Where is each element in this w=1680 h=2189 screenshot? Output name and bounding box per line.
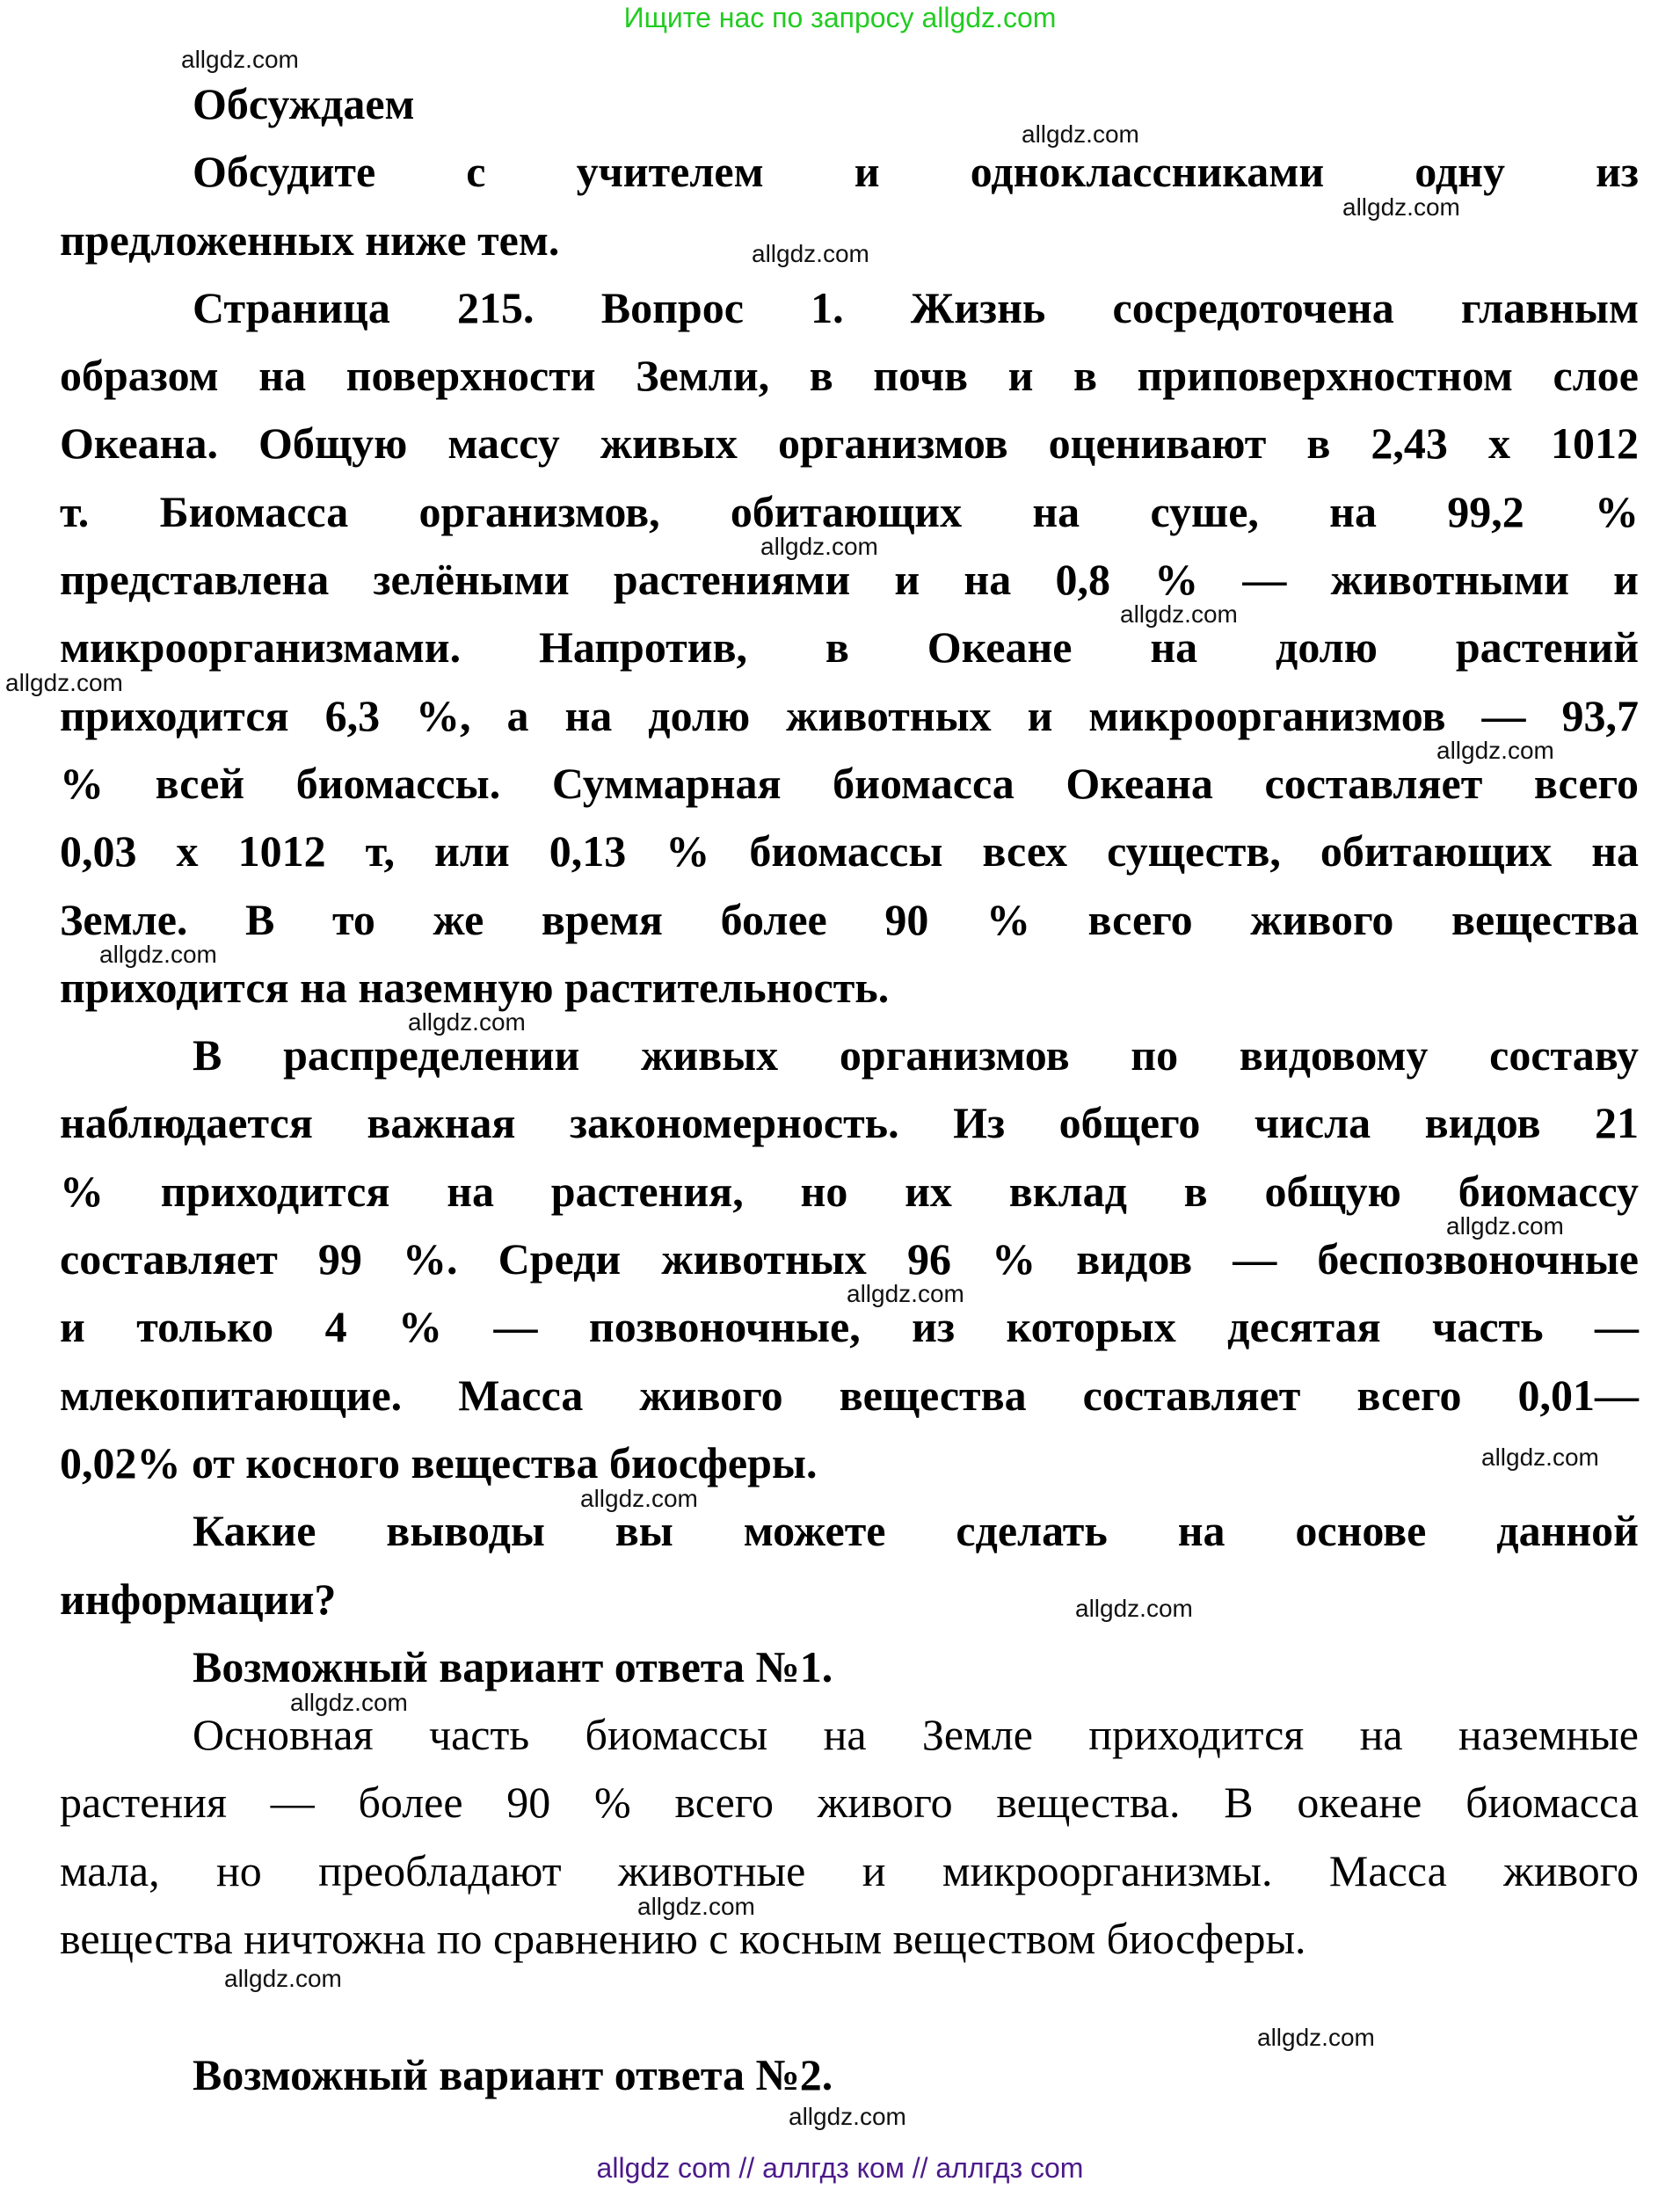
text-line: микроорганизмами. Напротив, в Океане на долю растений bbox=[60, 622, 1639, 673]
watermark: allgdz.com bbox=[847, 1280, 964, 1307]
watermark: allgdz.com bbox=[789, 2103, 906, 2130]
text-line: приходится 6,3 %, а на долю животных и микроорганизмов — 93,7 bbox=[60, 690, 1639, 740]
text-line: % всей биомассы. Суммарная биомасса Океана составляет всего bbox=[60, 758, 1639, 808]
watermark: allgdz.com bbox=[224, 1965, 342, 1992]
text-line: вещества ничтожна по сравнению с косным веществом биосферы. bbox=[60, 1914, 1306, 1964]
answer-1-title: Возможный вариант ответа №1. bbox=[193, 1641, 833, 1691]
text-line: млекопитающие. Масса живого вещества составляет всего 0,01— bbox=[60, 1370, 1639, 1420]
text-line: Страница 215. Вопрос 1. Жизнь сосредоточена главным bbox=[193, 282, 1639, 332]
watermark: allgdz.com bbox=[1342, 193, 1460, 221]
watermark: allgdz.com bbox=[5, 669, 123, 696]
watermark: allgdz.com bbox=[1120, 600, 1238, 628]
watermark: allgdz.com bbox=[1257, 2024, 1375, 2051]
text-line: % приходится на растения, но их вклад в общую биомассу bbox=[60, 1166, 1639, 1216]
watermark: allgdz.com bbox=[580, 1485, 698, 1512]
watermark: allgdz.com bbox=[181, 46, 299, 73]
text-line: составляет 99 %. Среди животных 96 % видов — беспозвоночные bbox=[60, 1234, 1639, 1284]
text-line: 0,03 х 1012 т, или 0,13 % биомассы всех существ, обитающих на bbox=[60, 826, 1639, 876]
section-heading: Обсуждаем bbox=[193, 79, 415, 128]
answer-1-text bbox=[60, 1701, 1639, 1973]
watermark: allgdz.com bbox=[760, 533, 878, 560]
text-line: т. Биомасса организмов, обитающих на суше, на 99,2 % bbox=[60, 486, 1639, 536]
text-line: наблюдается важная закономерность. Из общего числа видов 21 bbox=[60, 1098, 1639, 1148]
document-body bbox=[60, 70, 1639, 2109]
watermark: allgdz.com bbox=[637, 1893, 755, 1920]
watermark: allgdz.com bbox=[1436, 737, 1554, 764]
text-line: растения — более 90 % всего живого вещества. В океане биомасса bbox=[60, 1778, 1639, 1828]
watermark: allgdz.com bbox=[1022, 120, 1139, 148]
text-line: 0,02% от косного вещества биосферы. bbox=[60, 1437, 818, 1487]
search-banner: Ищите нас по запросу allgdz.com bbox=[623, 2, 1057, 33]
question-line: информации? bbox=[60, 1574, 337, 1624]
text-line: приходится на наземную растительность. bbox=[60, 962, 890, 1012]
watermark: allgdz.com bbox=[752, 240, 869, 267]
watermark: allgdz.com bbox=[290, 1689, 408, 1716]
text-line: и только 4 % — позвоночные, из которых десятая часть — bbox=[60, 1302, 1639, 1352]
paragraph-1 bbox=[60, 274, 1639, 1022]
answer-2-title: Возможный вариант ответа №2. bbox=[193, 2049, 833, 2099]
text-line: В распределении живых организмов по видовому составу bbox=[193, 1030, 1639, 1080]
text-line: мала, но преобладают животные и микроорганизмы. Масса живого bbox=[60, 1845, 1639, 1895]
text-line: Основная часть биомассы на Земле приходится на наземные bbox=[193, 1710, 1639, 1760]
text-line: Океана. Общую массу живых организмов оценивают в 2,43 х 1012 bbox=[60, 418, 1639, 469]
text-line: Земле. В то же время более 90 % всего живого вещества bbox=[60, 894, 1639, 944]
watermark: allgdz.com bbox=[1075, 1595, 1193, 1622]
intro-line: Обсудите с учителем и одноклассниками одну из bbox=[193, 147, 1639, 197]
watermark: allgdz.com bbox=[1481, 1444, 1599, 1471]
text-line: представлена зелёными растениями и на 0,8 % — животными и bbox=[60, 555, 1639, 605]
text-line: образом на поверхности Земли, в почв и в приповерхностном слое bbox=[60, 351, 1639, 401]
watermark: allgdz.com bbox=[408, 1008, 526, 1036]
intro-line: предложенных ниже тем. bbox=[60, 215, 560, 265]
watermark: allgdz.com bbox=[99, 941, 217, 968]
footer-links: allgdz com // аллгдз ком // аллгдз com bbox=[596, 2152, 1084, 2184]
paragraph-2 bbox=[60, 1022, 1639, 1497]
question-line: Какие выводы вы можете сделать на основе данной bbox=[193, 1506, 1639, 1556]
watermark: allgdz.com bbox=[1446, 1212, 1564, 1240]
